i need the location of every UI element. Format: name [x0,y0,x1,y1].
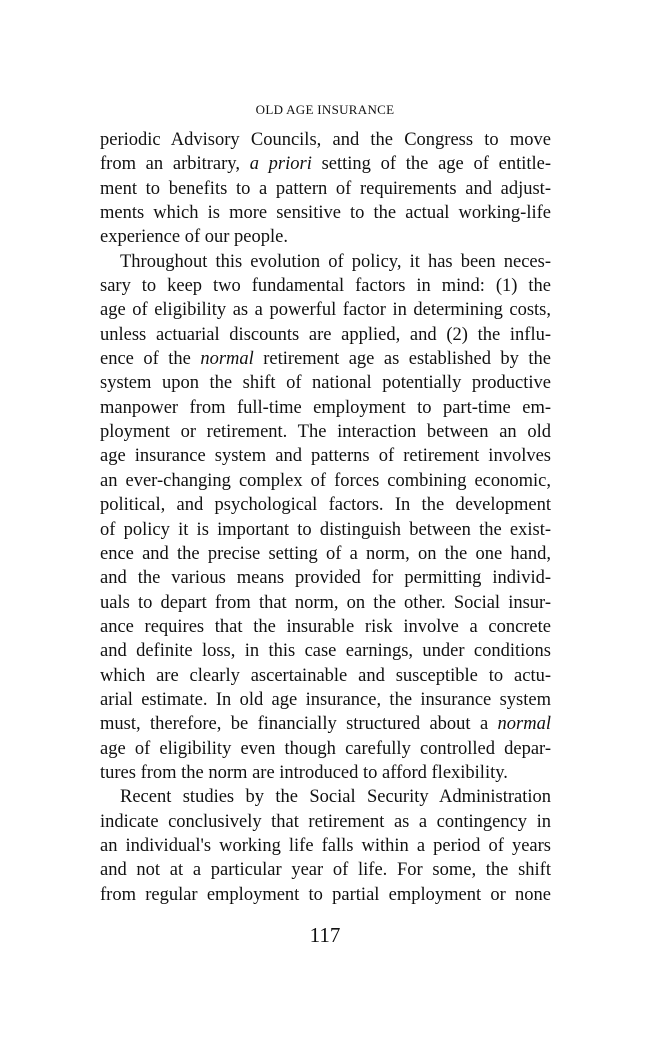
text-line: arial estimate. In old age insurance, the insurance system [100,689,551,710]
text-line: which are clearly ascertainable and susceptible to actu- [100,665,551,686]
text-line: ployment or retirement. The interaction between an old [100,422,551,443]
text-line: ence and the precise setting of a norm, on the one hand, [100,543,551,564]
text-line: tures from the norm are introduced to afford flexibility. [100,762,508,783]
text-line: an individual's working life falls within a period of years [100,835,551,856]
text-line: ance requires that the insurable risk involve a concrete [100,616,551,637]
text-line: unless actuarial discounts are applied, and (2) the influ- [100,324,551,345]
text-line: and definite loss, in this case earnings, under conditions [100,641,551,662]
text-line: age of eligibility even though carefully controlled depar- [100,738,551,759]
text-line: age insurance system and patterns of retirement involves [100,446,551,467]
text-line: from an arbitrary, a priori setting of the age of entitle- [100,154,551,175]
running-head: OLD AGE INSURANCE [255,102,395,117]
text-line: ment to benefits to a pattern of requirements and adjust- [100,178,551,199]
text-line: age of eligibility as a powerful factor in determining costs, [100,300,551,321]
page-number: 117 [309,923,341,947]
body-text [100,128,551,907]
emphasis: normal [497,714,551,735]
text-line: an ever-changing complex of forces combining economic, [100,470,551,491]
text-line: indicate conclusively that retirement as a contingency in [100,811,551,832]
text-line: of policy it is important to distinguish between the exist- [100,519,551,540]
text-line: and not at a particular year of life. For some, the shift [100,860,551,881]
text-line: system upon the shift of national potentially productive [100,373,551,394]
emphasis: a priori [249,154,312,175]
text-line: ments which is more sensitive to the actual working-life [100,203,551,224]
emphasis: normal [200,349,254,370]
text-line: manpower from full-time employment to part-time em- [100,397,551,418]
text-line: Recent studies by the Social Security Administration [120,787,551,808]
text-line: ence of the normal retirement age as established by the [100,349,551,370]
text-line: from regular employment to partial employment or none [100,884,551,905]
text-line: uals to depart from that norm, on the other. Social insur- [100,592,551,613]
text-line: experience of our people. [100,227,288,248]
text-line: and the various means provided for permitting individ- [100,568,551,589]
text-line: sary to keep two fundamental factors in mind: (1) the [100,276,551,297]
text-line: political, and psychological factors. In the development [100,495,551,516]
text-line: Throughout this evolution of policy, it has been neces- [120,251,551,272]
text-line: periodic Advisory Councils, and the Congress to move [100,130,551,150]
text-line: must, therefore, be financially structured about a normal [100,714,551,735]
